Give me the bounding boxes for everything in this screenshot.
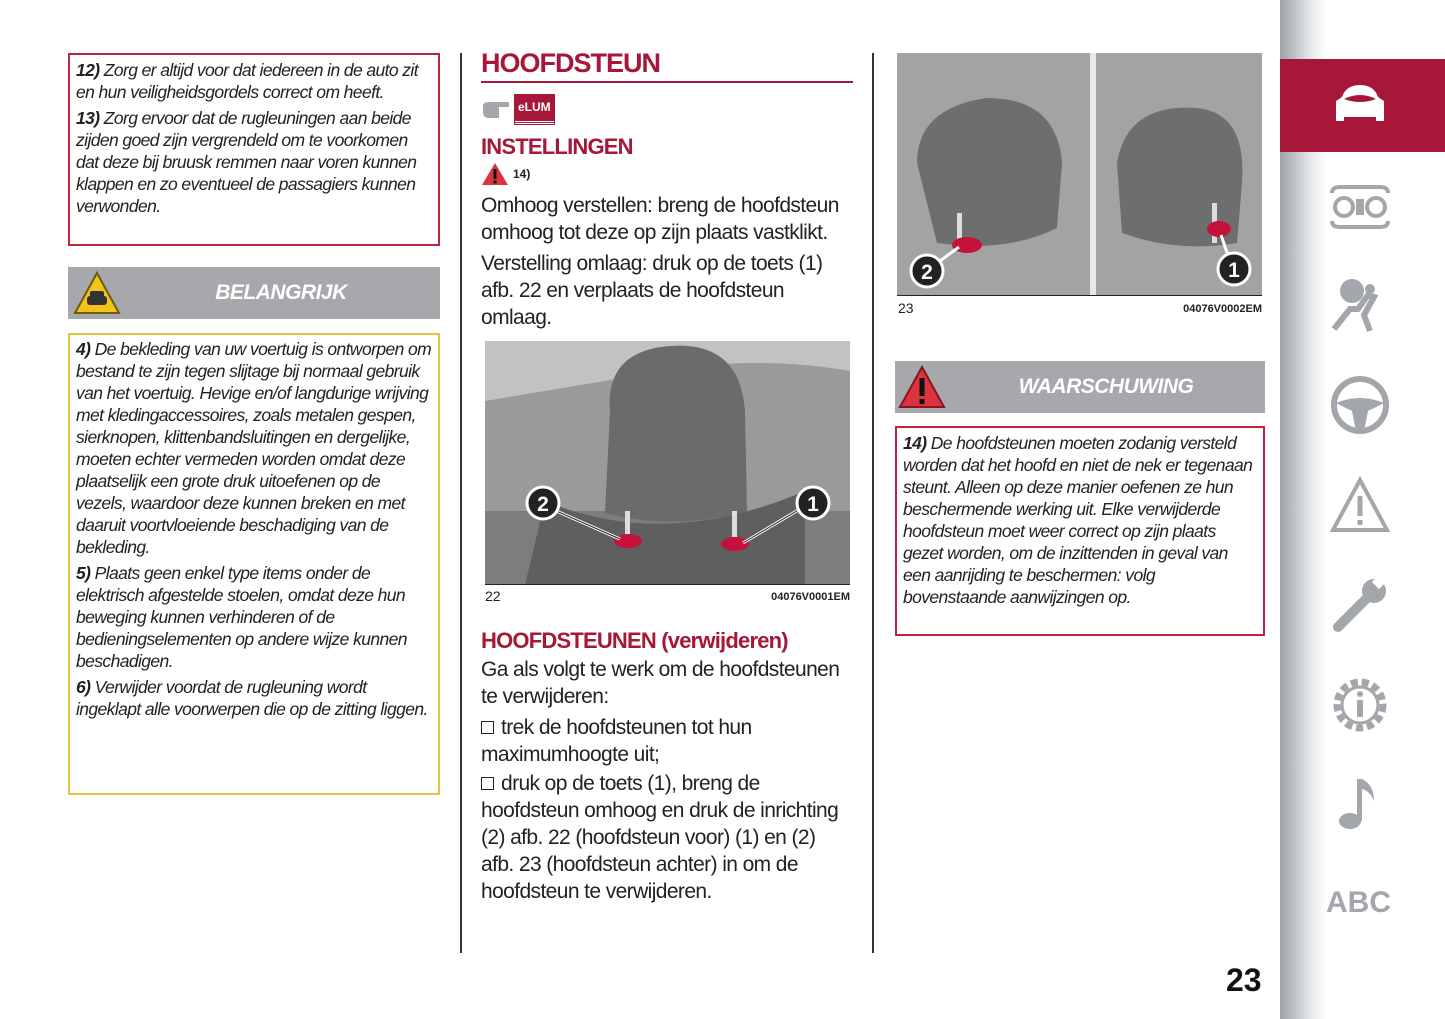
belangrijk-banner (68, 267, 440, 319)
figure-number: 22 (485, 588, 501, 604)
figure-23-rear-headrests (897, 53, 1262, 296)
elum-reference (481, 95, 853, 124)
info-gear-icon[interactable] (1330, 675, 1390, 735)
warning-triangle-icon (897, 364, 947, 410)
note-6: 6) Verwijder voordat de rugleuning wordt ingeklapt alle voorwerpen die op de zitting liggen. (76, 677, 428, 719)
wrench-icon[interactable] (1330, 575, 1390, 635)
checkbox-bullet-icon (481, 721, 494, 734)
callout-1: 1 (1228, 259, 1240, 282)
warning-triangle-icon[interactable] (1330, 476, 1390, 536)
paragraph-removal: Ga als volgt te werk om de hoofdsteunen te verwijderen: (481, 658, 840, 708)
dashboard-instruments-icon[interactable] (1330, 177, 1390, 237)
car-front-icon (1330, 75, 1390, 135)
sidebar-tab-index-abc[interactable]: ABC (1326, 886, 1391, 919)
column-divider (460, 53, 462, 953)
figure-code: 04076V0001EM (771, 591, 850, 603)
note-13: 13) Zorg ervoor dat de rugleuningen aan beide zijden goed zijn vergrendeld om te voorkomen dat deze bij bruusk remmen naar voren kunnen klappen en zo eventueel de passagiers kunnen verwonden. (76, 108, 417, 216)
figure-code: 04076V0002EM (1183, 303, 1262, 315)
section-title: HOOFDSTEUN (481, 48, 660, 78)
pointing-hand-icon (481, 100, 511, 120)
banner-title: BELANGRIJK (215, 281, 347, 304)
subsection-title: INSTELLINGEN (481, 134, 633, 159)
figure-number: 23 (898, 300, 914, 316)
paragraph-raise: Omhoog verstellen: breng de hoofdsteun omhoog tot deze op zijn plaats vastklikt. (481, 194, 839, 244)
note-5: 5) Plaats geen enkel type items onder de elektrisch afgestelde stoelen, omdat deze hun beweging kunnen verhinderen of de bedieningselementen op andere wijze kunnen beschadigen. (76, 563, 407, 671)
note-4: 4) De bekleding van uw voertuig is ontworpen om bestand te zijn tegen slijtage bij normaal gebruik van het voertuig. Hevige en/of langdurige wrijving met kledingaccessoires, zoals metalen gespen, sierknopen, klittenbandsluitingen en dergelijke, moeten echter vermeden worden omdat deze plaatselijk een grote druk uitoefenen op de vezels, waardoor deze kunnen breken en met daaruit voortvloeiende beschadiging van de bekleding. (76, 339, 432, 557)
title-underline (481, 81, 853, 83)
bullet-item: trek de hoofdsteunen tot hun maximumhoogte uit; (481, 716, 752, 766)
figure-22-front-headrest (485, 341, 850, 585)
waarschuwing-banner (895, 361, 1265, 413)
callout-1: 1 (807, 493, 819, 516)
steering-wheel-icon[interactable] (1330, 375, 1390, 435)
warning-reference[interactable]: 14) (513, 167, 531, 181)
page-number: 23 (1226, 962, 1262, 998)
waarschuwing-notes-box (895, 426, 1265, 636)
belangrijk-notes-box (68, 333, 440, 795)
paragraph-lower: Verstelling omlaag: druk op de toets (1) afb. 22 en verplaats de hoofdsteun omlaag. (481, 252, 823, 329)
bullet-item: druk op de toets (1), breng de hoofdsteun omhoog en druk de inrichting (2) afb. 22 (hoofdsteun voor) (1) en (2) afb. 23 (hoofdsteun achter) in om de hoofdsteun te verwijderen. (481, 772, 839, 903)
warning-triangle-icon (481, 162, 509, 186)
note-14: 14) De hoofdsteunen moeten zodanig versteld worden dat het hoofd en niet de nek er tegenaan steunt. Alleen op deze manier oefenen ze hun beschermende werking uit. Elke verwijderde hoofdsteun moet weer correct op zijn plaats gezet worden, om de inzittenden in geval van een aanrijding te beschermen: volg bovenstaande aanwijzingen op. (903, 433, 1253, 607)
elum-badge[interactable]: eLUM (515, 95, 554, 124)
caution-car-icon (72, 270, 122, 316)
banner-title: WAARSCHUWING (1018, 375, 1194, 398)
callout-2: 2 (537, 493, 549, 516)
callout-2: 2 (921, 261, 933, 284)
airbag-seatbelt-icon[interactable] (1330, 275, 1390, 335)
checkbox-bullet-icon (481, 777, 494, 790)
subsection-title-removal: HOOFDSTEUNEN (verwijderen) (481, 628, 788, 653)
notes-box-12-13 (68, 53, 440, 246)
music-note-icon[interactable] (1330, 775, 1390, 835)
column-divider (872, 53, 874, 953)
note-12: 12) Zorg er altijd voor dat iedereen in de auto zit en hun veiligheidsgordels correct om heeft. (76, 60, 418, 102)
